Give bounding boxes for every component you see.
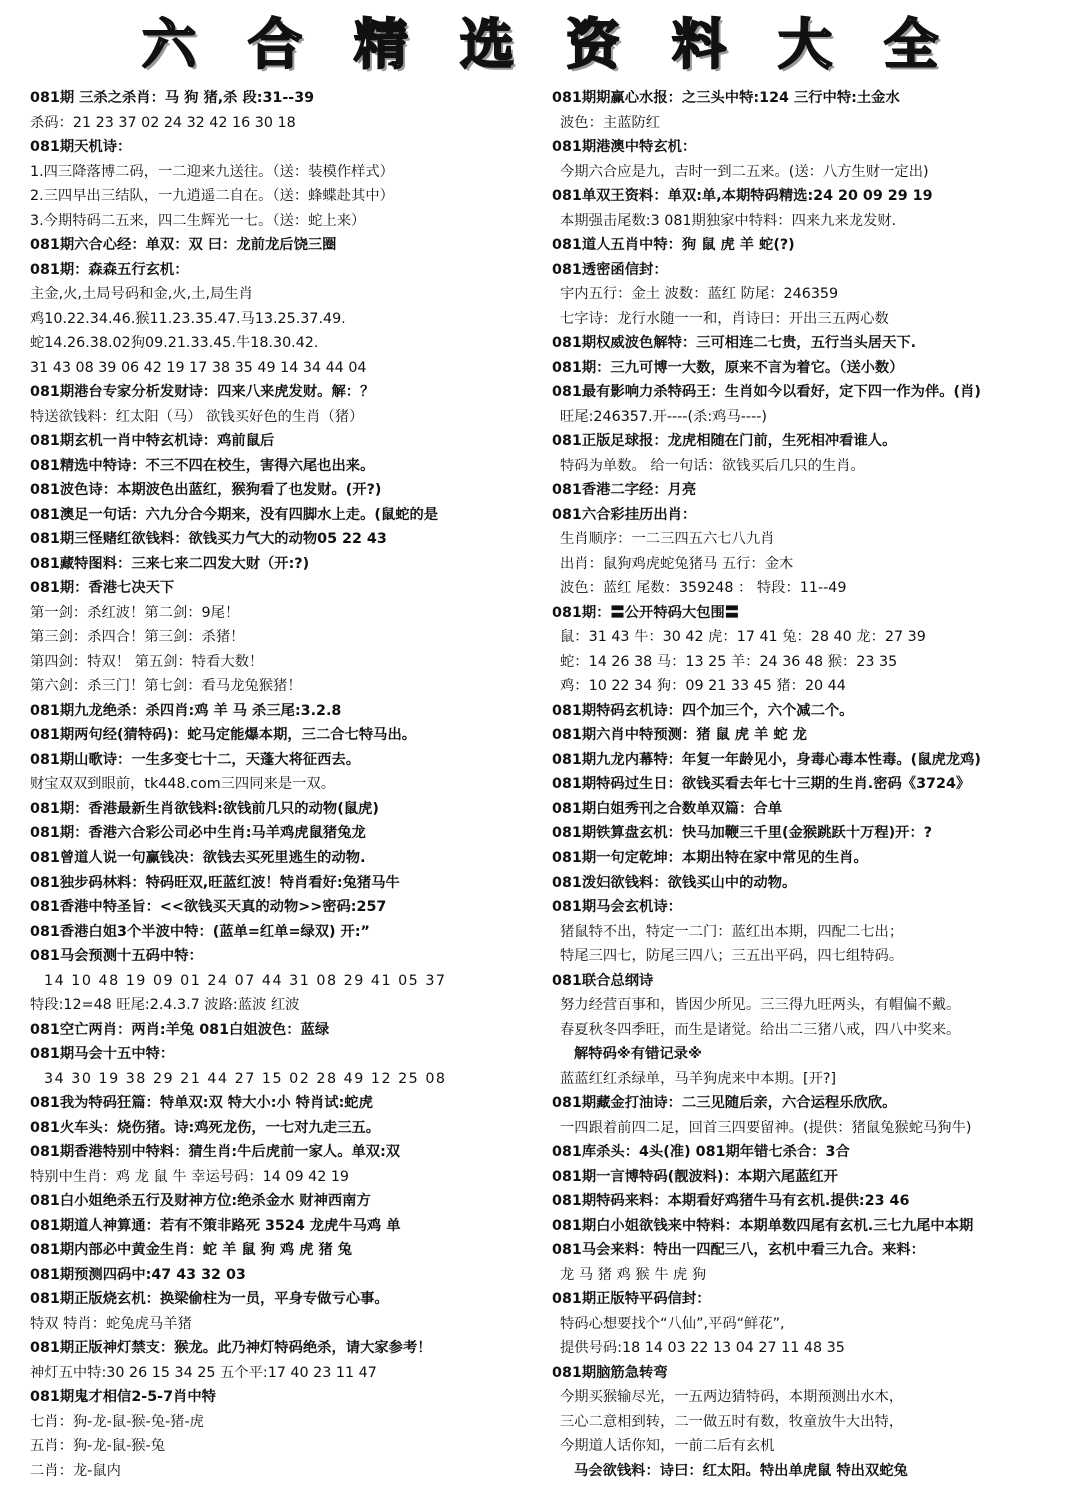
text-line: 波色：蓝红 尾数：359248 ： 特段：11--49 [560, 580, 847, 597]
section-heading: 081期一句定乾坤：本期出特在家中常见的生肖。 [552, 849, 868, 866]
page-title [0, 8, 1080, 80]
section-heading: 081期九龙内幕特：年复一年龄见小，身毒心毒本性毒。(鼠虎龙鸡) [552, 751, 981, 768]
right-column [552, 86, 1076, 1482]
section-heading: 081期特码来料：本期看好鸡猪牛马有玄机.提供:23 46 [552, 1193, 910, 1210]
section-heading: 081期正版烧玄机：换梁偷柱为一员，平身专做亏心事。 [30, 1291, 389, 1308]
section-heading: 081联合总纲诗 [552, 972, 654, 989]
text-line: 特码为单数。 给一句话：欲钱买后几只的生肖。 [560, 457, 865, 474]
text-line: 三心二意相到转，二一做五时有数，牧童放牛大出特， [560, 1413, 904, 1430]
text-line: 特送欲钱料：红太阳（马） 欲钱买好色的生肖（猪） [30, 408, 364, 425]
title-char: 六 [142, 12, 196, 76]
text-line: 生肖顺序：一二三四五六七八九肖 [560, 531, 775, 548]
text-line: 蛇：14 26 38 马：13 25 羊：24 36 48 猴：23 35 [560, 653, 898, 670]
section-heading: 081香港中特圣旨：<<欲钱买天真的动物>>密码:257 [30, 899, 387, 916]
text-line: 鼠：31 43 牛：30 42 虎：17 41 兔：28 40 龙：27 39 [560, 629, 926, 646]
section-heading: 马会欲钱料：诗曰：红太阳。特出单虎鼠 特出双蛇兔 [574, 1462, 908, 1479]
section-heading: 081期铁算盘玄机：快马加鞭三千里(金猴跳跃十万程)开：? [552, 825, 933, 842]
text-line: 龙 马 猪 鸡 猴 牛 虎 狗 [560, 1266, 707, 1283]
section-heading: 081马会来料：特出一四配三八，玄机中看三九合。来料： [552, 1242, 925, 1259]
section-heading: 081期道人神算通：若有不策非路死 3524 龙虎牛马鸡 单 [30, 1217, 401, 1234]
section-heading: 081马会预测十五码中特： [30, 948, 203, 965]
text-line: 34 30 19 38 29 21 44 27 15 02 28 49 12 25 08 [44, 1070, 447, 1087]
section-heading: 081期山歌诗：一生多变七十二，天蓬大将征西去。 [30, 751, 361, 768]
section-heading: 081我为特码狂篇：特单双:双 特大小:小 特肖试:蛇虎 [30, 1095, 373, 1112]
title-char: 合 [248, 12, 302, 76]
section-heading: 081期正版神灯禁支：猴龙。此乃神灯特码绝杀，请大家参考！ [30, 1340, 432, 1357]
section-heading: 081库杀头：4头(准) 081期年错七杀合：3合 [552, 1144, 850, 1161]
section-heading: 081火车头：烧伤猪。诗:鸡死龙伤，一七对九走三五。 [30, 1119, 381, 1136]
section-heading: 081空亡两肖：两肖:羊兔 081白姐波色：蓝绿 [30, 1021, 330, 1038]
text-line: 主金,火,土局号码和金,火,土,局生肖 [30, 286, 253, 303]
section-heading: 081期内部必中黄金生肖：蛇 羊 鼠 狗 鸡 虎 猪 兔 [30, 1242, 353, 1259]
title-char: 资 [566, 12, 620, 76]
section-heading: 081香港白姐3个半波中特：(蓝单=红单=绿双) 开:” [30, 923, 370, 940]
section-heading: 081泼妇欲钱料：欲钱买山中的动物。 [552, 874, 797, 891]
section-heading: 081期预测四码中:47 43 32 03 [30, 1266, 246, 1283]
text-line: 31 43 08 39 06 42 19 17 38 35 49 14 34 44 04 [30, 359, 367, 376]
text-line: 今期道人话你知，一前二后有玄机 [560, 1438, 775, 1455]
text-line: 提供号码:18 14 03 22 13 04 27 11 48 35 [560, 1340, 845, 1357]
section-heading: 081期天机诗： [30, 139, 132, 156]
text-line: 努力经营百事和，皆因少所见。三三得九旺两头，有帽偏不戴。 [560, 997, 961, 1014]
text-line: 特尾三四七，防尾三四八；三五出平码，四七组特码。 [560, 948, 904, 965]
text-line: 五肖：狗-龙-鼠-猴-兔 [30, 1438, 166, 1455]
section-heading: 081藏特图料：三来七来二四发大财（开:?) [30, 555, 310, 572]
text-line: 猪鼠特不出，特定一二门：蓝红出本期，四配二七出； [560, 923, 904, 940]
text-line: 本期强击尾数:3 081期独家中特料：四来九来龙发财. [560, 212, 897, 229]
section-heading: 081期：香港七决天下 [30, 580, 175, 597]
text-line: 七字诗：龙行水随一一和，肖诗曰：开出三五两心数 [560, 310, 889, 327]
section-heading: 081期一言博特码(靓波料)：本期六尾蓝红开 [552, 1168, 838, 1185]
section-heading: 081期：香港最新生肖欲钱料:欲钱前几只的动物(鼠虎) [30, 800, 379, 817]
text-line: 鸡10.22.34.46.猴11.23.35.47.马13.25.37.49. [30, 310, 346, 327]
text-line: 第四剑：特双！ 第五剑：特看大数！ [30, 653, 264, 670]
section-heading: 081期权威波色解特：三可相连二七贵，五行当头居天下. [552, 335, 917, 352]
left-column [30, 86, 550, 1482]
text-line: 特码心想要找个“八仙”,平码“鲜花”, [560, 1315, 785, 1332]
section-heading: 081期三怪赌红欲钱料：欲钱买力气大的动物05 22 43 [30, 531, 387, 548]
section-heading: 081期：森森五行玄机： [30, 261, 189, 278]
section-heading: 081期：〓公开特码大包围〓 [552, 604, 740, 621]
section-heading: 081期白小姐欲钱来中特料：本期单数四尾有玄机.三七九尾中本期 [552, 1217, 974, 1234]
section-heading: 081单双王资料：单双:单,本期特码精选:24 20 09 29 19 [552, 188, 933, 205]
section-heading: 081期六合心经：单双：双 曰：龙前龙后饶三圈 [30, 237, 337, 254]
text-line: 财宝双双到眼前，tk448.com三四同来是一双。 [30, 776, 336, 793]
section-heading: 解特码※有错记录※ [574, 1046, 702, 1063]
section-heading: 081期马会十五中特： [30, 1046, 175, 1063]
section-heading: 081期藏金打油诗：二三见随后亲，六合运程乐欣欣。 [552, 1095, 897, 1112]
section-heading: 081道人五肖中特：狗 鼠 虎 羊 蛇(?) [552, 237, 795, 254]
section-heading: 081期六肖中特预测：猪 鼠 虎 羊 蛇 龙 [552, 727, 807, 744]
text-line: 第一剑：杀红波！第二剑：9尾！ [30, 604, 240, 621]
section-heading: 081期九龙绝杀：杀四肖:鸡 羊 马 杀三尾:3.2.8 [30, 702, 342, 719]
title-char: 料 [672, 12, 726, 76]
section-heading: 081透密函信封： [552, 261, 668, 278]
text-line: 宇内五行：金土 波数：蓝红 防尾：246359 [560, 286, 839, 303]
text-line: 蓝蓝红红杀绿单，马羊狗虎来中本期。[开?] [560, 1070, 837, 1087]
text-line: 特双 特肖：蛇兔虎马羊猪 [30, 1315, 192, 1332]
text-line: 神灯五中特:30 26 15 34 25 五个平:17 40 23 11 47 [30, 1364, 377, 1381]
text-line: 鸡：10 22 34 狗：09 21 33 45 猪：20 44 [560, 678, 846, 695]
section-heading: 081最有影响力杀特码王：生肖如今以看好，定下四一作为伴。(肖) [552, 384, 981, 401]
section-heading: 081期鬼才相信2-5-7肖中特 [30, 1389, 216, 1406]
section-heading: 081期：香港六合彩公司必中生肖:马羊鸡虎鼠猪兔龙 [30, 825, 366, 842]
section-heading: 081波色诗：本期波色出蓝红，猴狗看了也发财。(开?) [30, 482, 382, 499]
text-line: 一四跟着前四二足，回首三四要留神。(提供：猪鼠兔猴蛇马狗牛) [560, 1119, 972, 1136]
text-line: 旺尾:246357.开----(杀:鸡马----) [560, 408, 767, 425]
text-line: 1.四三降落博二码，一二迎来九送往。（送：装模作样式） [30, 163, 394, 180]
section-heading: 081精选中特诗：不三不四在校生，害得六尾也出来。 [30, 457, 375, 474]
section-heading: 081期港澳中特玄机： [552, 139, 697, 156]
section-heading: 081期 三杀之杀肖：马 狗 猪,杀 段:31--39 [30, 90, 315, 106]
section-heading: 081六合彩挂历出肖： [552, 506, 697, 523]
title-char: 全 [884, 12, 938, 76]
text-line: 特段:12=48 旺尾:2.4.3.7 波路:蓝波 红波 [30, 997, 300, 1014]
section-heading: 081正版足球报：龙虎相随在门前，生死相冲看谁人。 [552, 433, 897, 450]
text-line: 今期六合应是九，吉时一到二五来。(送：八方生财一定出) [560, 163, 929, 180]
section-heading: 081期期赢心水报：之三头中特:124 三行中特:土金水 [552, 90, 900, 106]
text-line: 第三剑：杀四合！第三剑：杀猪！ [30, 629, 245, 646]
text-line: 14 10 48 19 09 01 24 07 44 31 08 29 41 05 37 [44, 972, 447, 989]
text-line: 波色：主蓝防红 [560, 114, 661, 131]
section-heading: 081期：三九可博一大数，原来不言为着它。（送小数） [552, 359, 904, 376]
section-heading: 081期马会玄机诗： [552, 899, 682, 916]
section-heading: 081期玄机一肖中特玄机诗：鸡前鼠后 [30, 433, 275, 450]
section-heading: 081期正版特平码信封： [552, 1291, 711, 1308]
text-line: 杀码：21 23 37 02 24 32 42 16 30 18 [30, 114, 296, 131]
section-heading: 081期港台专家分析发财诗：四来八来虎发财。解：？ [30, 384, 375, 401]
section-heading: 081期白姐秀刊之合数单双篇：合单 [552, 800, 782, 817]
section-heading: 081期脑筋急转弯 [552, 1364, 668, 1381]
section-heading: 081香港二字经：月亮 [552, 482, 697, 499]
section-heading: 081澳足一句话：六九分合今期来，没有四脚水上走。(鼠蛇的是 [30, 506, 439, 523]
section-heading: 081期特码过生日：欲钱买看去年七十三期的生肖.密码《3724》 [552, 776, 971, 793]
section-heading: 081白小姐绝杀五行及财神方位:绝杀金水 财神西南方 [30, 1193, 371, 1210]
text-line: 出肖：鼠狗鸡虎蛇兔猪马 五行：金木 [560, 555, 794, 572]
text-line: 七肖：狗-龙-鼠-猴-兔-猪-虎 [30, 1413, 204, 1430]
text-line: 蛇14.26.38.02狗09.21.33.45.牛18.30.42. [30, 335, 319, 352]
section-heading: 081期特码玄机诗：四个加三个，六个减二个。 [552, 702, 854, 719]
text-line: 二肖：龙-鼠内 [30, 1462, 121, 1479]
text-line: 3.今期特码二五来，四二生辉光一七。（送：蛇上来） [30, 212, 366, 229]
text-line: 特别中生肖：鸡 龙 鼠 牛 幸运号码：14 09 42 19 [30, 1168, 350, 1185]
text-line: 春夏秋冬四季旺，而生是诸觉。给出二三猪八戒，四八中奖来。 [560, 1021, 961, 1038]
text-line: 今期买猴输尽光，一五两边猜特码，本期预测出水木， [560, 1389, 904, 1406]
section-heading: 081期两句经(猜特码)：蛇马定能爆本期，三二合七特马出。 [30, 727, 417, 744]
section-heading: 081独步码林料：特码旺双,旺蓝红波！特肖看好:兔猪马牛 [30, 874, 400, 891]
text-line: 第六剑：杀三门！第七剑：看马龙兔猴猪！ [30, 678, 302, 695]
section-heading: 081曾道人说一句赢钱决：欲钱去买死里逃生的动物. [30, 849, 366, 866]
title-char: 精 [354, 12, 408, 76]
text-line: 2.三四早出三结队，一九逍遥二自在。（送：蜂蝶赴其中） [30, 188, 394, 205]
title-char: 大 [778, 12, 832, 76]
title-char: 选 [460, 12, 514, 76]
section-heading: 081期香港特别中特料：猜生肖:牛后虎前一家人。单双:双 [30, 1144, 401, 1161]
